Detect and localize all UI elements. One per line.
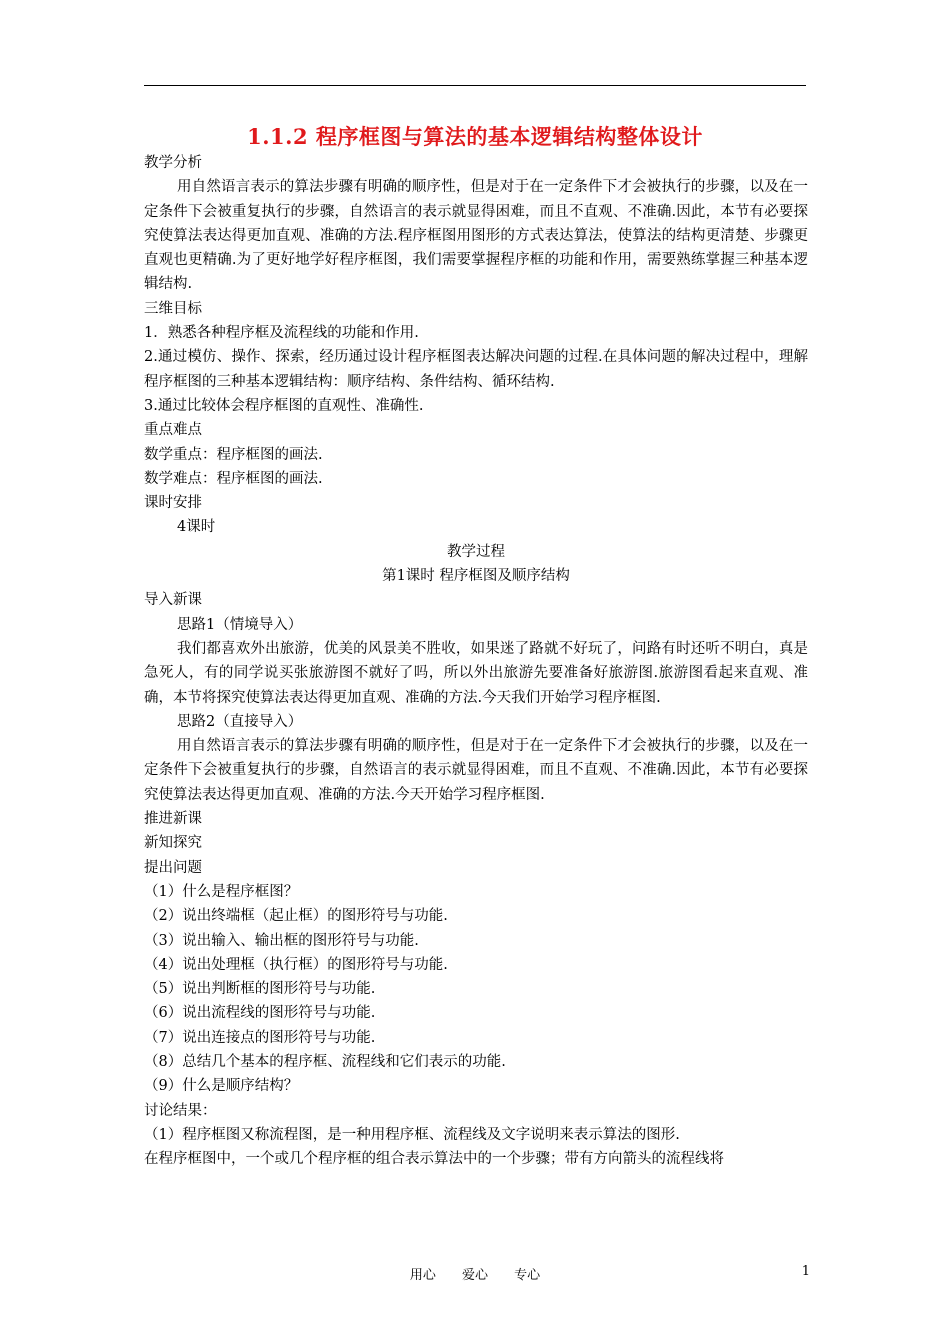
goal-item: 1．熟悉各种程序框及流程线的功能和作用. (144, 325, 419, 342)
questions-heading: 提出问题 (144, 859, 202, 876)
goal-item: 2.通过模仿、操作、探索，经历通过设计程序框图表达解决问题的过程.在具体问题的解决过程中，理解程序框图的三种基本逻辑结构：顺序结构、条件结构、循环结构. (144, 349, 808, 390)
discussion-heading: 讨论结果： (144, 1102, 217, 1119)
question-item: （7）说出连接点的图形符号与功能. (144, 1029, 376, 1046)
lesson-heading: 第1课时 程序框图及顺序结构 (382, 568, 570, 585)
question-item: （4）说出处理框（执行框）的图形符号与功能. (144, 956, 448, 973)
question-item: （1）什么是程序框图？ (144, 883, 299, 900)
schedule-value: 4课时 (177, 519, 216, 536)
question-item: （2）说出终端框（起止框）的图形符号与功能. (144, 908, 448, 925)
result-item: （1）程序框图又称流程图，是一种用程序框、流程线及文字说明来表示算法的图形. (144, 1126, 680, 1143)
page-number: 1 (801, 1264, 810, 1279)
idea2-heading: 思路2（直接导入） (177, 713, 303, 730)
question-item: （5）说出判断框的图形符号与功能. (144, 981, 376, 998)
header-rule (144, 85, 806, 86)
idea2-paragraph: 用自然语言表示的算法步骤有明确的顺序性，但是对于在一定条件下才会被执行的步骤，以及在一定条件下会被重复执行的步骤，自然语言的表示就显得困难，而且不直观、不准确.因此，本节有必要探究使算法表达得更加直观、准确的方法.今天开始学习程序框图. (144, 738, 808, 803)
document-title: 1.1.2 程序框图与算法的基本逻辑结构整体设计 (247, 124, 703, 149)
question-item: （3）说出输入、输出框的图形符号与功能. (144, 932, 419, 949)
explore-heading: 新知探究 (144, 835, 202, 852)
focus-difficult: 数学难点：程序框图的画法. (144, 470, 323, 487)
goal-item: 3.通过比较体会程序框图的直观性、准确性. (144, 397, 424, 414)
focus-heading: 重点难点 (144, 422, 202, 439)
idea1-paragraph: 我们都喜欢外出旅游，优美的风景美不胜收，如果迷了路就不好玩了，问路有时还听不明白，真是急死人，有的同学说买张旅游图不就好了吗，所以外出旅游先要准备好旅游图.旅游图看起来直观、准确，本节将探究使算法表达得更加直观、准确的方法.今天我们开始学习程序框图. (144, 640, 808, 706)
footer-motto: 用心 爱心 专心 (409, 1268, 541, 1283)
result-continuation: 在程序框图中，一个或几个程序框的组合表示算法中的一个步骤；带有方向箭头的流程线将 (144, 1151, 724, 1168)
goals-heading: 三维目标 (144, 300, 202, 317)
analysis-heading: 教学分析 (144, 155, 202, 171)
question-item: （8）总结几个基本的程序框、流程线和它们表示的功能. (144, 1053, 506, 1070)
advance-heading: 推进新课 (144, 811, 202, 828)
focus-key: 数学重点：程序框图的画法. (144, 446, 323, 463)
document-body (144, 151, 808, 1171)
process-heading: 教学过程 (447, 543, 505, 560)
analysis-paragraph: 用自然语言表示的算法步骤有明确的顺序性，但是对于在一定条件下才会被执行的步骤，以及在一定条件下会被重复执行的步骤，自然语言的表示就显得困难，而且不直观、不准确.因此，本节有必要探究使算法表达得更加直观、准确的方法.程序框图用图形的方式表达算法，使算法的结构更清楚、步骤更直观也更精确.为了更好地学好程序框图，我们需要掌握程序框的功能和作用，需要熟练掌握三种基本逻辑结构. (144, 179, 808, 293)
question-item: （9）什么是顺序结构？ (144, 1078, 299, 1095)
schedule-heading: 课时安排 (144, 495, 202, 512)
idea1-heading: 思路1（情境导入） (177, 616, 303, 633)
question-item: （6）说出流程线的图形符号与功能. (144, 1005, 376, 1022)
intro-heading: 导入新课 (144, 592, 202, 609)
